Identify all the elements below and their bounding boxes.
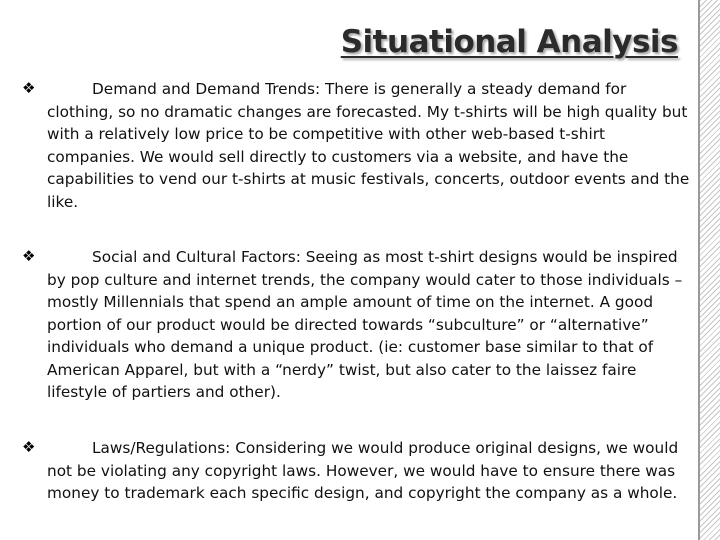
slide-title: Situational Analysis — [340, 24, 678, 60]
diamond-bullet-icon: ❖ — [22, 247, 36, 265]
diamond-bullet-icon: ❖ — [22, 438, 36, 456]
edge-texture — [700, 0, 720, 540]
bullet-lead: Laws/Regulations: — [92, 439, 231, 457]
diamond-bullet-icon: ❖ — [22, 79, 36, 97]
bullet-body: Seeing as most t-shirt designs would be inspired by pop culture and internet trends, the company would cater to those individuals – mostly Millennials that spend an ample amount of time on the internet. A good portion of our product would be directed towards “subculture” or “alternative” individuals who demand a unique product. (ie: customer base similar to that of American Apparel, but with a “nerdy” twist, but also cater to the laissez faire lifestyle of partiers and other). — [47, 248, 683, 401]
bullet-text — [47, 437, 695, 505]
bullet-lead: Social and Cultural Factors: — [92, 248, 301, 266]
bullet-text — [47, 78, 695, 213]
bullet-lead: Demand and Demand Trends: — [92, 80, 321, 98]
bullet-text — [47, 246, 695, 404]
bullet-body: There is generally a steady demand for clothing, so no dramatic changes are forecasted. My t-shirts will be high quality but with a relatively low price to be competitive with other web-based t-shirt companies. We would sell directly to customers via a website, and have the capabilities to vend our t-shirts at music festivals, concerts, outdoor events and the like. — [47, 80, 690, 211]
bullet-body: Considering we would produce original designs, we would not be violating any copyright laws. However, we would have to ensure there was money to trademark each specific design, and copyright the company as a whole. — [47, 439, 679, 502]
